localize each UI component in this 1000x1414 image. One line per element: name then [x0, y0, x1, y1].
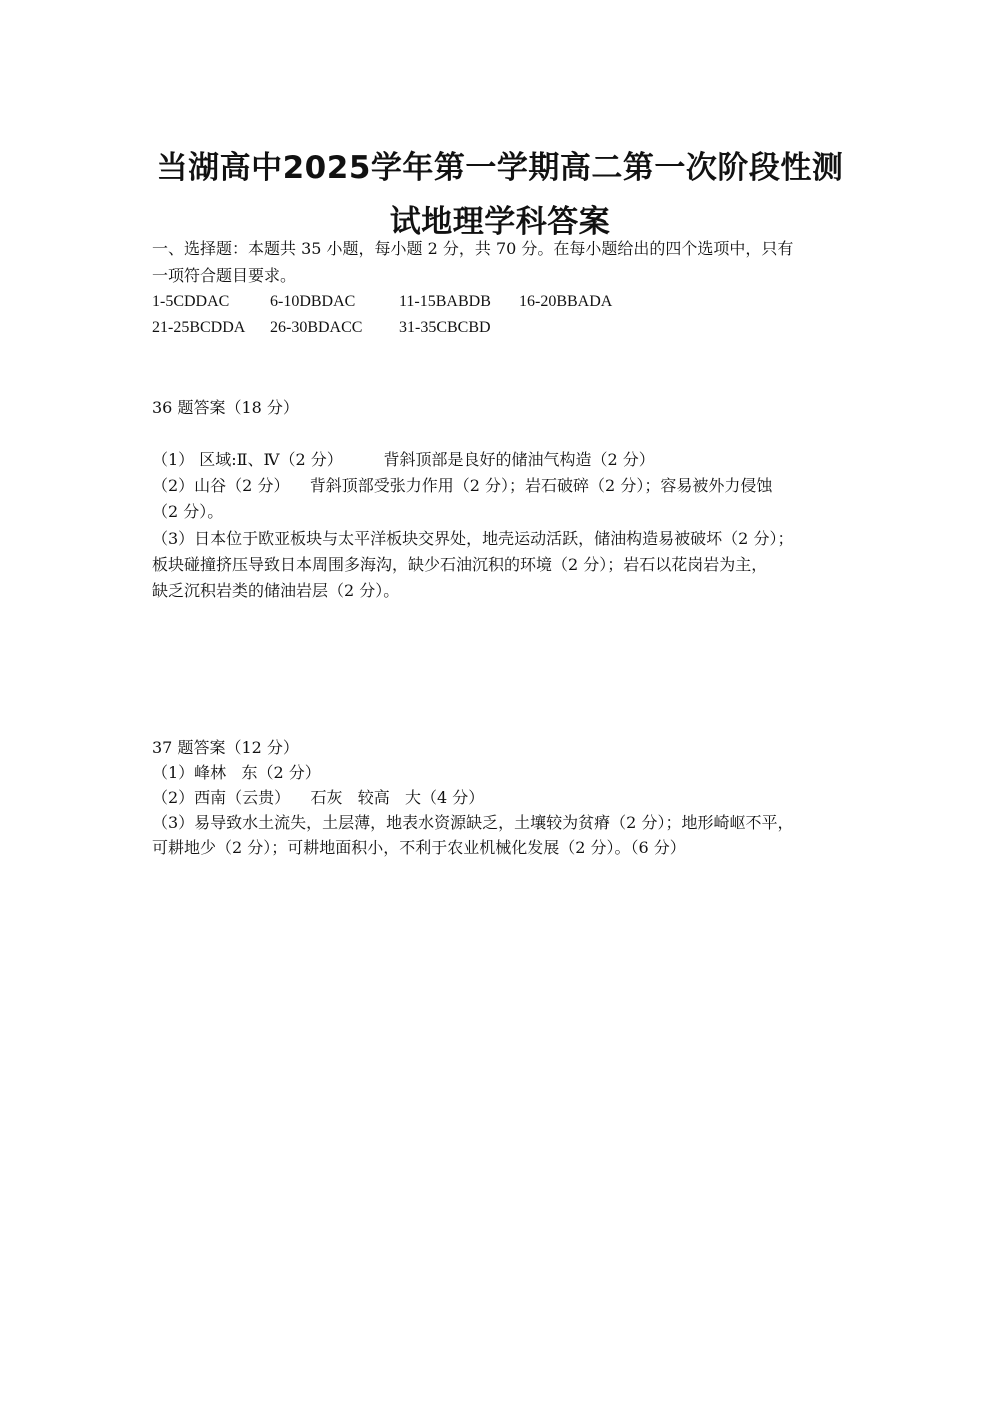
q36-line: 板块碰撞挤压导致日本周围多海沟，缺少石油沉积的环境（2 分）；岩石以花岗岩为主，: [152, 555, 768, 574]
q37-line: 可耕地少（2 分）；可耕地面积小，不利于农业机械化发展（2 分）。（6 分）: [152, 838, 686, 857]
q36-line: （3）日本位于欧亚板块与太平洋板块交界处，地壳运动活跃，储油构造易被破坏（2 分）；: [152, 529, 794, 548]
q37-line: （1）峰林 东（2 分）: [152, 763, 321, 782]
q36-heading: 36 题答案（18 分）: [152, 398, 299, 417]
document-title-line1: 当湖高中2025学年第一学期高二第一次阶段性测: [156, 150, 844, 186]
q37-line: （3）易导致水土流失，土层薄，地表水资源缺乏，土壤较为贫瘠（2 分）；地形崎岖不平，: [152, 813, 794, 832]
q36-line: 缺乏沉积岩类的储油岩层（2 分）。: [152, 581, 400, 600]
answer-group: 11-15BABDB: [399, 293, 491, 310]
document-title-line2: 试地理学科答案: [389, 204, 611, 240]
answer-group: 16-20BBADA: [519, 293, 613, 310]
q37-heading: 37 题答案（12 分）: [152, 738, 299, 757]
answer-group: 31-35CBCBD: [399, 319, 491, 336]
q37-line: （2）西南（云贵） 石灰 较高 大（4 分）: [152, 788, 485, 807]
q36-line: （1） 区域:Ⅱ、Ⅳ（2 分） 背斜顶部是良好的储油气构造（2 分）: [152, 450, 655, 469]
answer-group: 6-10DBDAC: [270, 293, 356, 310]
q36-line: （2）山谷（2 分） 背斜顶部受张力作用（2 分）；岩石破碎（2 分）；容易被外力侵蚀: [152, 476, 773, 495]
answer-group: 21-25BCDDA: [152, 319, 246, 336]
answer-group: 26-30BDACC: [270, 319, 363, 336]
section1-intro-line2: 一项符合题目要求。: [152, 266, 297, 285]
section1-intro-line1: 一、选择题：本题共 35 小题，每小题 2 分，共 70 分。在每小题给出的四个选项中，只有: [152, 239, 794, 258]
q36-line: （2 分）。: [152, 502, 224, 521]
answer-group: 1-5CDDAC: [152, 293, 230, 310]
